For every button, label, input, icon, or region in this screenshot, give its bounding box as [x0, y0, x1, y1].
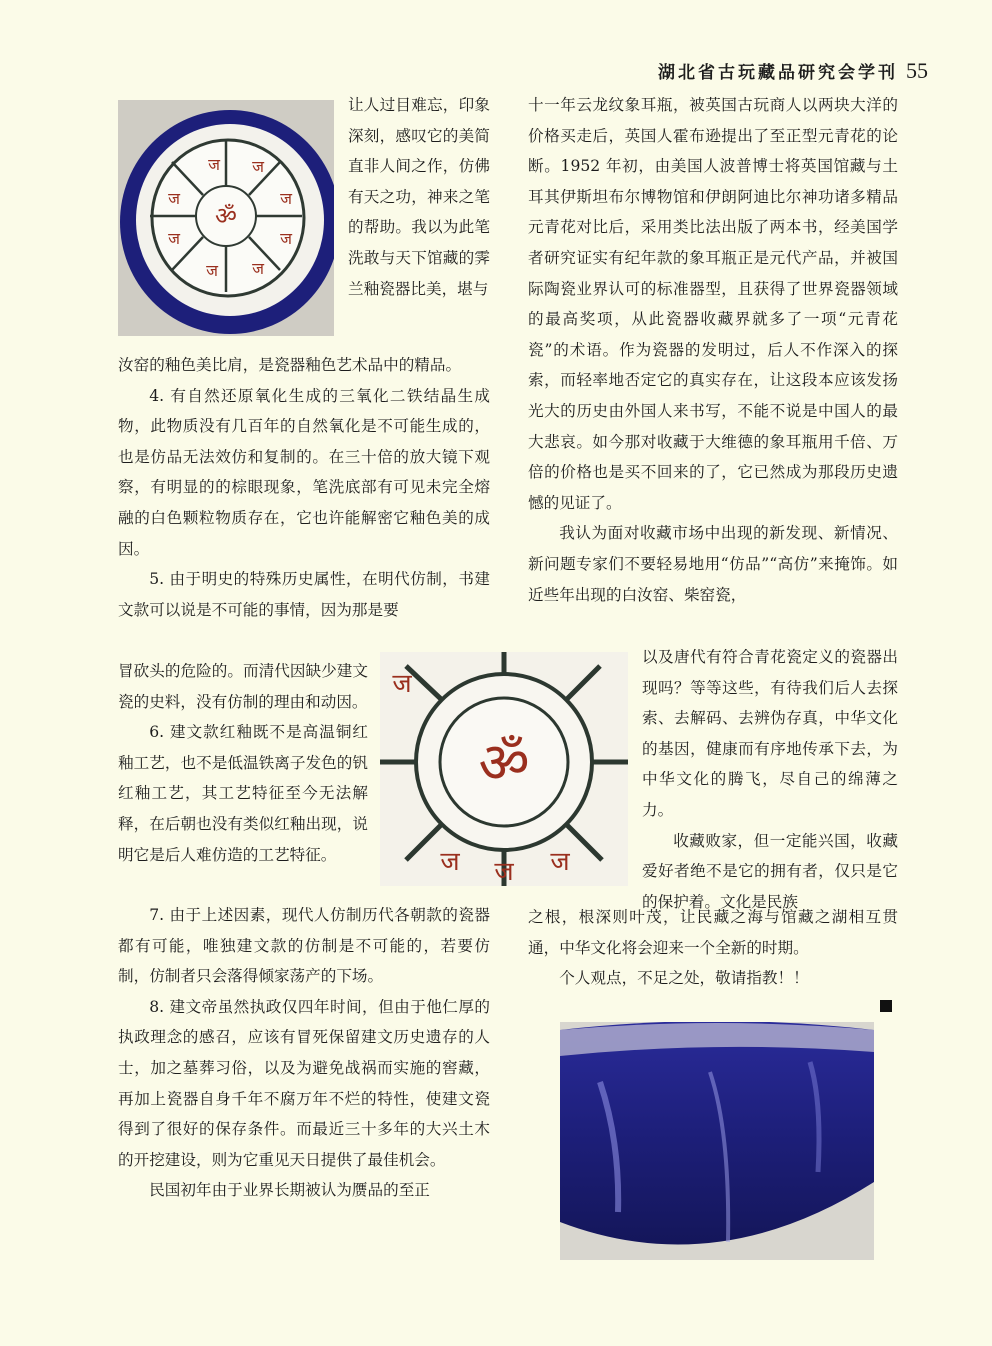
paragraph-yuan-blue-white: 十一年云龙纹象耳瓶，被英国古玩商人以两块大洋的价格买走后，英国人霍布逊提出了至正型元青花的论断。1952 年初，由美国人波普博士将英国馆藏与土耳其伊斯坦布尔博物馆和伊朗阿迪比尔神功诸多精品元青花对比后，采用类比法出版了两本书，经美国学者研究证实有纪年款的象耳瓶正是元代产品，并被国际陶瓷业界认可的标准器型，且获得了世界瓷器领域的最高奖项，从此瓷器收藏界就多了一项“元青花瓷”的术语。作为瓷器的发明过，后人不作深入的探索，而轻率地否定它的真实存在，让这段本应该发扬光大的历史由外国人来书写，不能不说是中国人的最大悲哀。如今那对收藏于大维德的象耳瓶用千倍、万倍的价格也是买不回来的了，它已然成为那段历史遗憾的见证了。 [528, 96, 898, 512]
svg-text:ज: ज [168, 189, 180, 208]
right-col-top [528, 90, 898, 610]
svg-text:ज: ज [252, 259, 264, 278]
paragraph-new-discoveries-a: 我认为面对收藏市场中出现的新发现、新情况、新问题专家们不要轻易地用“仿品”“高仿”来掩饰。如近些年出现的白汝窑、柴窑瓷， [528, 524, 898, 604]
cobalt-glaze-photo [560, 1022, 874, 1260]
svg-text:ज: ज [392, 669, 412, 699]
left-col-main [118, 350, 490, 625]
paragraph-collecting-b: 之根，根深则叶茂，让民藏之海与馆藏之湖相互贯通，中华文化将会迎来一个全新的时期。 [528, 908, 898, 957]
paragraph-point-4: 4. 有自然还原氧化生成的三氧化二铁结晶生成物，此物质没有几百年的自然氧化是不可能生成的，也是仿品无法效仿和复制的。在三十倍的放大镜下观察，有明显的的棕眼现象，笔洗底部有可见未完全熔融的白色颗粒物质存在，它也许能解密它釉色美的成因。 [118, 386, 490, 558]
paragraph-new-discoveries-b: 以及唐代有符合青花瓷定义的瓷器出现吗？等等这些，有待我们后人去探索、去解码、去辨伪存真，中华文化的基因，健康而有序地传承下去，为中华文化的腾飞，尽自己的绵薄之力。 [642, 648, 898, 819]
svg-text:ज: ज [208, 155, 220, 174]
svg-text:ज: ज [550, 847, 570, 877]
paragraph-point-6: 6. 建文款红釉既不是高温铜红釉工艺，也不是低温铁离子发色的钒红釉工艺，其工艺特征至今无法解释，在后朝也没有类似红釉出现，说明它是后人难仿造的工艺特征。 [118, 723, 368, 864]
left-col-bottom [118, 900, 490, 1206]
running-header [658, 58, 928, 84]
svg-text:ज: ज [168, 229, 180, 248]
svg-text:ज: ज [494, 857, 514, 886]
iron-red-mark-closeup-photo [380, 652, 628, 886]
end-of-article-mark [880, 1000, 892, 1012]
paragraph-point-8: 8. 建文帝虽然执政仅四年时间，但由于他仁厚的执政理念的感召，应该有冒死保留建文历史遗存的人士，加之墓葬习俗，以及为避免战祸而实施的窖藏，再加上瓷器自身千年不腐万年不烂的特性，使建文瓷得到了很好的保存条件。而最近三十多年的大兴土木的开挖建设，则为它重见天日提供了最佳机会。 [118, 997, 490, 1169]
brush-washer-top-photo [118, 100, 334, 336]
paragraph-intro-a: 让人过目难忘，印象深刻，感叹它的美简直非人间之作，仿佛有天之功，神来之笔的帮助。我以为此笔洗敢与天下馆藏的霁兰釉瓷器比美，堪与 [348, 96, 490, 298]
svg-text:ॐ: ॐ [215, 202, 237, 230]
right-col-wrap [642, 642, 898, 917]
paragraph-closing: 个人观点，不足之处，敬请指教！！ [559, 969, 809, 988]
left-col-wrap-mid [118, 656, 368, 870]
paragraph-intro-b: 汝窑的釉色美比肩，是瓷器釉色艺术品中的精品。 [118, 356, 462, 374]
paragraph-point-5-b: 冒砍头的危险的。而清代因缺少建文瓷的史料，没有仿制的理由和动因。 [118, 662, 368, 711]
svg-text:ज: ज [252, 157, 264, 176]
svg-text:ज: ज [440, 847, 460, 877]
journal-title: 湖北省古玩藏品研究会学刊 [658, 63, 898, 83]
right-col-bottom [528, 902, 898, 994]
svg-text:ज: ज [280, 229, 292, 248]
left-col-wrap-top [348, 90, 490, 304]
svg-text:ज: ज [280, 189, 292, 208]
paragraph-minguo: 民国初年由于业界长期被认为赝品的至正 [149, 1181, 430, 1200]
page-number: 55 [906, 58, 928, 83]
paragraph-collecting-a: 收藏败家，但一定能兴国，收藏爱好者绝不是它的拥有者，仅只是它的保护着。文化是民族 [642, 831, 898, 911]
paragraph-point-7: 7. 由于上述因素，现代人仿制历代各朝款的瓷器都有可能，唯独建文款的仿制是不可能的，若要仿制，仿制者只会落得倾家荡产的下场。 [118, 906, 490, 986]
paragraph-point-5-a: 5. 由于明史的特殊历史属性，在明代仿制，书建文款可以说是不可能的事情，因为那是要 [118, 570, 490, 619]
svg-text:ज: ज [206, 261, 218, 280]
svg-text:ॐ: ॐ [478, 731, 530, 796]
